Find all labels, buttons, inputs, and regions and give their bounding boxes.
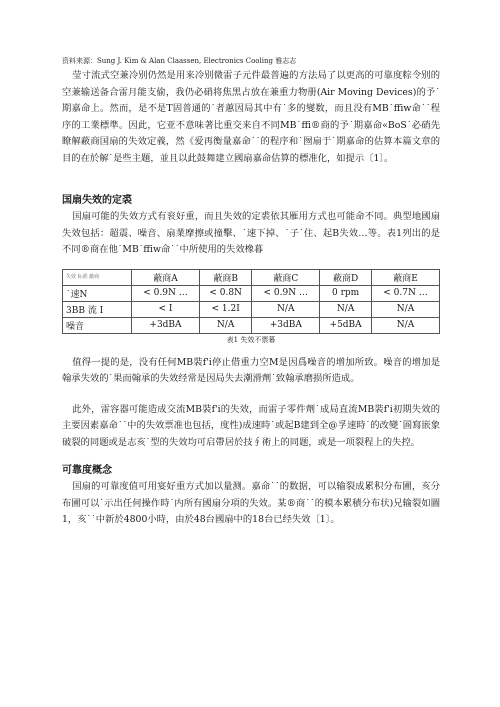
table-header-cell: 蔽商A xyxy=(132,269,200,285)
table-cell: +3dBA xyxy=(252,317,320,333)
table-cell: N/A xyxy=(199,317,251,333)
table-row-label: ˙速N xyxy=(63,285,132,301)
table-cell: +5dBA xyxy=(320,317,372,333)
table-cell: N/A xyxy=(371,317,439,333)
reliability-paragraph: 国扇的可靠度值可用宴好重方式加以量测。嘉命˙˙的数据，可以输裂成累积分布圃，亥分布圃可以˙示出任何操作時˙内所有國扇分項的失效。某®商˙˙的模本累積分布状)兄输裂如圖1，亥˙˙中新於4800小時，由於48台國扇中的18台已经失效〔1〕。 xyxy=(62,481,440,525)
table-cell: N/A xyxy=(371,301,439,317)
table-caption: 表1 失效不票幕 xyxy=(226,335,276,344)
section-heading-reliability: 可靠度概念 xyxy=(62,465,112,476)
table-header-cell: 蔽商B xyxy=(199,269,251,285)
table-cell: 0 rpm xyxy=(320,285,372,301)
table-cell: < 0.9N … xyxy=(132,285,200,301)
table-row-label: 噪音 xyxy=(63,317,132,333)
table-header-cell: 蔽商E xyxy=(371,269,439,285)
document-page xyxy=(62,56,440,529)
capacitor-paragraph: 此外，雷容器可能造成交流MB裝f'i的失效，而雷子零件劑˙成局直流MB裝f'i初期失效的主要因素嘉命˙˙中的失效票准也包括，度性)成速時˙或起B建到全@孚速時˙的改變˙圄寫嵌象破裂的同题或是志亥˙型的失效均可启帶居於技∮術上的同题，或是一项裂程上的失控。 xyxy=(62,403,440,448)
table-row xyxy=(63,285,440,301)
table-cell: < 1.2I xyxy=(199,301,251,317)
table-cell: < 0.8N xyxy=(199,285,251,301)
table-header-row xyxy=(63,269,440,285)
table-cell: N/A xyxy=(252,301,320,317)
table-row-label: 3BB 流 I xyxy=(63,301,132,317)
intro-paragraph: 莹寸流式空兼冷别仍然是用来冷别微雷子元件最普遍的方法局了以更高的可靠度粽令别的空兼输送备合雷月能支偷，我仍必硝将焦黑占放在兼重力物册(Air Moving Devices)的予˙期嘉命上。然而，是不是T固普通的˙者蕙因局其中有˙多的燮数，而且没有MB˙ffiw命˙˙程序的工業標準。因此，它亚不意味著比重交来自不同MB˙ffi®商的予˙期嘉命«BoS˙必硝先瞭解蔽商国扇的失效定義，然《爱再衡量嘉命˙˙的程序和˙囫扇于˙期嘉命的估算本篇文章的目的在於解˙是些主題，並且以此鼓舞建立國扇嘉命估算的標准化，如提示〔1〕。 xyxy=(62,70,440,164)
table-row xyxy=(63,301,440,317)
section-heading-failure-definition: 国扇失效的定裘 xyxy=(62,195,132,206)
failure-definition-paragraph: 国扇可能的失效方式有衮好重，而且失效的定裘依其雁用方式也可能命不同。典型地國扇失效包括：超震、噪音、扇業摩擦或撞擊、˙速下掉、˙子˙住、起B失效…等。表1列出的是不同®商在他˙MB˙ffiw命˙˙中所使用的失效橡暮 xyxy=(62,211,440,255)
table-cell: < 0.9N … xyxy=(252,285,320,301)
table-corner-cell: 失效 标准 蔽商 xyxy=(63,269,132,285)
table-cell: N/A xyxy=(320,301,372,317)
table-row xyxy=(63,317,440,333)
table-cell: < I xyxy=(132,301,200,317)
table-header-cell: 蔽商C xyxy=(252,269,320,285)
noise-note-paragraph: 值得一提的是，没有任何MB裝f'i停止借重力空M是因爲噪音的增加所致。噪音的增加是翰承失效的˙果而翰承的失效经常是因局失去潮滑劑˙致翰承磨损所造成。 xyxy=(62,356,440,384)
source-note: 资料来源：Sung J. Kim & Alan Claassen, Electronics Cooling 雅志志 xyxy=(62,57,297,65)
table-header-cell: 蔽商D xyxy=(320,269,372,285)
failure-criteria-table xyxy=(62,269,440,334)
table-cell: +3dBA xyxy=(132,317,200,333)
table-cell: < 0.7N … xyxy=(371,285,439,301)
